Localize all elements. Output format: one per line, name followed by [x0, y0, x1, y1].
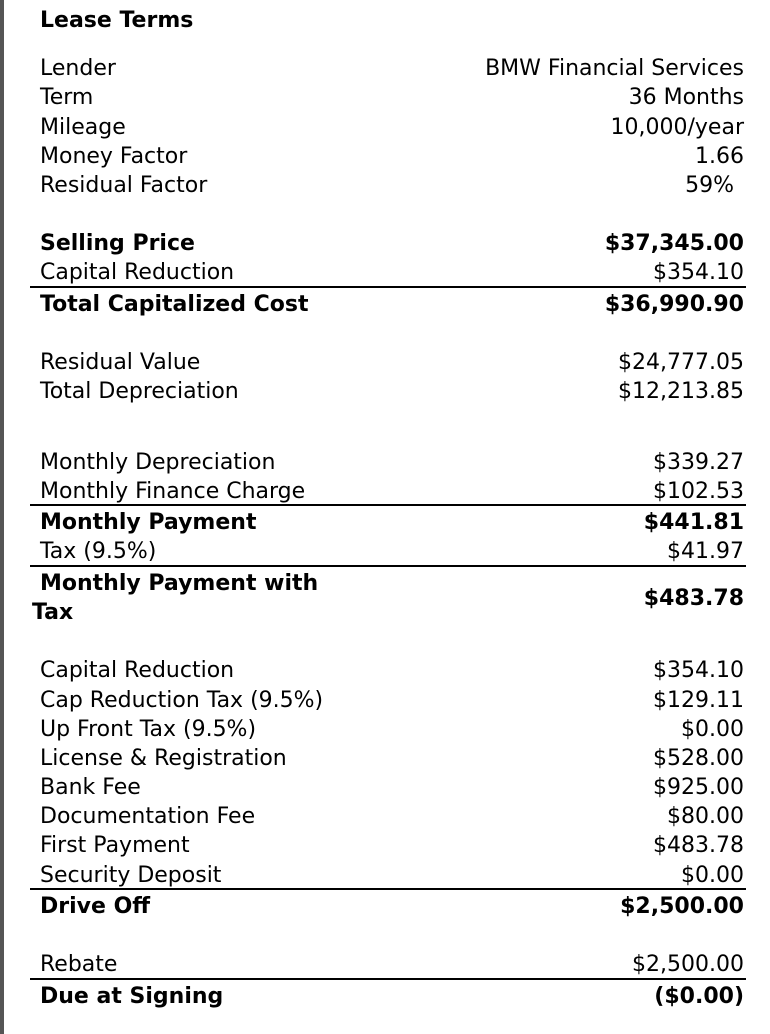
lender-label: Lender [40, 56, 116, 81]
mileage-value: 10,000/year [610, 115, 744, 140]
money-factor-row [40, 142, 744, 171]
residual-factor-row [40, 171, 744, 200]
tax-value: $41.97 [667, 539, 744, 564]
drive-off-capital-reduction-value: $354.10 [653, 658, 744, 683]
rebate-value: $2,500.00 [632, 952, 744, 977]
due-at-signing-row [40, 982, 744, 1011]
tax-row [40, 537, 744, 566]
term-label: Term [40, 85, 94, 110]
license-registration-label: License & Registration [40, 746, 287, 771]
divider [30, 888, 746, 890]
tax-label: Tax (9.5%) [40, 539, 157, 564]
page-title: Lease Terms [40, 8, 194, 33]
monthly-depreciation-label: Monthly Depreciation [40, 450, 276, 475]
capital-reduction-row [40, 258, 744, 287]
cap-reduction-tax-row [40, 686, 744, 715]
divider [30, 565, 746, 567]
lender-row [40, 54, 744, 83]
documentation-fee-label: Documentation Fee [40, 804, 256, 829]
term-row [40, 83, 744, 112]
capital-reduction-label: Capital Reduction [40, 260, 235, 285]
monthly-depreciation-value: $339.27 [653, 450, 744, 475]
due-at-signing-label: Due at Signing [40, 984, 224, 1009]
selling-price-value: $37,345.00 [604, 231, 744, 256]
monthly-depreciation-row [40, 448, 744, 477]
monthly-payment-with-tax-label-line2: Tax [32, 600, 74, 625]
divider [30, 504, 746, 506]
first-payment-value: $483.78 [653, 833, 744, 858]
selling-price-row [40, 229, 744, 258]
cap-reduction-tax-value: $129.11 [653, 688, 744, 713]
first-payment-row [40, 831, 744, 860]
documentation-fee-row [40, 802, 744, 831]
drive-off-capital-reduction-label: Capital Reduction [40, 658, 235, 683]
residual-value-row [40, 348, 744, 377]
bank-fee-row [40, 773, 744, 802]
residual-factor-label: Residual Factor [40, 173, 208, 198]
divider [30, 286, 746, 288]
money-factor-label: Money Factor [40, 144, 188, 169]
security-deposit-label: Security Deposit [40, 863, 222, 888]
rebate-label: Rebate [40, 952, 118, 977]
documentation-fee-value: $80.00 [667, 804, 744, 829]
monthly-payment-row [40, 508, 744, 537]
rebate-row [40, 950, 744, 979]
bank-fee-label: Bank Fee [40, 775, 141, 800]
total-capitalized-cost-value: $36,990.90 [604, 292, 744, 317]
monthly-payment-label: Monthly Payment [40, 510, 257, 535]
capital-reduction-value: $354.10 [653, 260, 744, 285]
first-payment-label: First Payment [40, 833, 190, 858]
monthly-payment-value: $441.81 [643, 510, 744, 535]
drive-off-capital-reduction-row [40, 656, 744, 685]
monthly-payment-with-tax-label-line1: Monthly Payment with [40, 571, 319, 596]
residual-value-value: $24,777.05 [618, 350, 744, 375]
due-at-signing-value: ($0.00) [654, 984, 744, 1009]
drive-off-total-value: $2,500.00 [620, 894, 744, 919]
residual-factor-value: 59% [685, 173, 734, 198]
total-capitalized-cost-label: Total Capitalized Cost [40, 292, 309, 317]
lender-value: BMW Financial Services [485, 56, 744, 81]
term-value: 36 Months [628, 85, 744, 110]
total-depreciation-value: $12,213.85 [618, 379, 744, 404]
mileage-label: Mileage [40, 115, 126, 140]
up-front-tax-label: Up Front Tax (9.5%) [40, 717, 257, 742]
monthly-finance-charge-label: Monthly Finance Charge [40, 479, 306, 504]
up-front-tax-row [40, 715, 744, 744]
selling-price-label: Selling Price [40, 231, 195, 256]
monthly-payment-with-tax-value: $483.78 [643, 586, 744, 611]
money-factor-value: 1.66 [695, 144, 744, 169]
left-border [0, 0, 4, 1034]
security-deposit-row [40, 861, 744, 890]
residual-value-label: Residual Value [40, 350, 201, 375]
cap-reduction-tax-label: Cap Reduction Tax (9.5%) [40, 688, 324, 713]
monthly-finance-charge-value: $102.53 [653, 479, 744, 504]
monthly-finance-charge-row [40, 477, 744, 506]
total-depreciation-label: Total Depreciation [40, 379, 239, 404]
monthly-payment-with-tax-label [32, 569, 318, 627]
drive-off-total-label: Drive Off [40, 894, 151, 919]
up-front-tax-value: $0.00 [681, 717, 744, 742]
security-deposit-value: $0.00 [681, 863, 744, 888]
license-registration-row [40, 744, 744, 773]
total-depreciation-row [40, 377, 744, 406]
mileage-row [40, 113, 744, 142]
total-capitalized-cost-row [40, 290, 744, 319]
drive-off-total-row [40, 892, 744, 921]
license-registration-value: $528.00 [653, 746, 744, 771]
divider [30, 978, 746, 980]
bank-fee-value: $925.00 [653, 775, 744, 800]
